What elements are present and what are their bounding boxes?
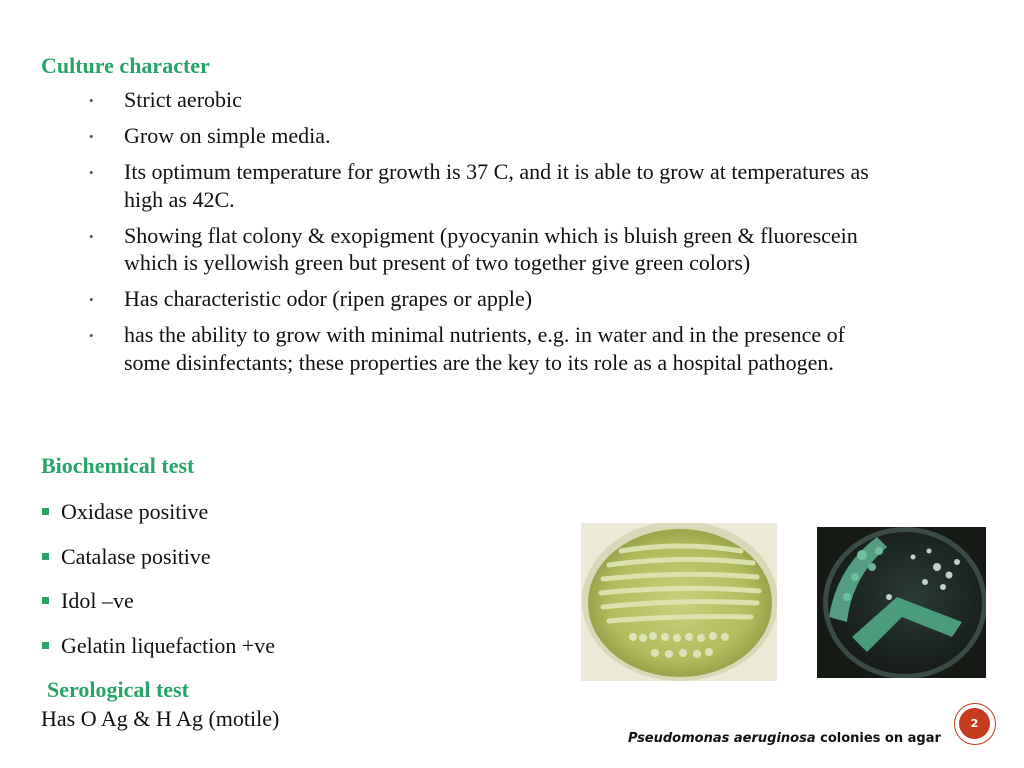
page-number: 2 bbox=[959, 708, 990, 739]
bullet-icon: • bbox=[89, 93, 94, 108]
list-item-text: Idol –ve bbox=[61, 588, 134, 614]
bullet-icon: • bbox=[89, 292, 94, 307]
bullet-icon: • bbox=[89, 165, 94, 180]
serological-text: Has O Ag & H Ag (motile) bbox=[41, 706, 280, 731]
list-item bbox=[88, 321, 888, 376]
list-item-text: Its optimum temperature for growth is 37 C, and it is able to grow at temperatures as high as 42C. bbox=[124, 159, 869, 212]
biochemical-heading: Biochemical test bbox=[41, 453, 195, 478]
list-item bbox=[88, 158, 888, 213]
list-item-text: Has characteristic odor (ripen grapes or apple) bbox=[124, 286, 533, 311]
list-item-text: Oxidase positive bbox=[61, 499, 209, 524]
bullet-icon: • bbox=[89, 328, 94, 343]
square-bullet-icon bbox=[42, 553, 49, 560]
list-item bbox=[41, 498, 275, 543]
list-item-text: Strict aerobic bbox=[124, 87, 242, 112]
bullet-icon: • bbox=[89, 228, 94, 244]
list-item bbox=[41, 632, 275, 677]
caption-rest: colonies on agar bbox=[815, 731, 941, 746]
square-bullet-icon bbox=[42, 508, 49, 515]
list-item bbox=[41, 543, 275, 588]
agar-plate-colonies-image bbox=[817, 527, 986, 678]
list-item bbox=[41, 587, 275, 632]
list-item-text: has the ability to grow with minimal nutrients, e.g. in water and in the presence of some disinfectants; these properties are the key to its role as a hospital pathogen. bbox=[124, 322, 845, 375]
bullet-icon: • bbox=[89, 129, 94, 144]
list-item-text: Showing flat colony & exopigment (pyocyanin which is bluish green & fluorescein which is yellowish green but present of two together give green colors) bbox=[124, 222, 858, 275]
caption-organism: Pseudomonas aeruginosa bbox=[628, 731, 816, 746]
list-item bbox=[88, 222, 888, 277]
culture-heading: Culture character bbox=[41, 53, 210, 78]
agar-plate-colonies-drawing bbox=[817, 527, 986, 678]
list-item bbox=[88, 86, 888, 114]
page-number-badge bbox=[954, 703, 996, 745]
square-bullet-icon bbox=[42, 597, 49, 604]
list-item-text: Catalase positive bbox=[61, 543, 211, 569]
list-item bbox=[88, 285, 888, 313]
agar-plate-streak-drawing bbox=[581, 523, 777, 681]
agar-plate-streak-image bbox=[581, 523, 777, 681]
list-item-text: Grow on simple media. bbox=[124, 123, 331, 148]
culture-list bbox=[88, 86, 888, 385]
list-item bbox=[88, 122, 888, 150]
image-caption bbox=[628, 731, 941, 746]
biochemical-list bbox=[41, 498, 275, 677]
list-item-text: Gelatin liquefaction +ve bbox=[61, 633, 275, 659]
square-bullet-icon bbox=[42, 642, 49, 649]
serological-heading: Serological test bbox=[47, 677, 189, 702]
